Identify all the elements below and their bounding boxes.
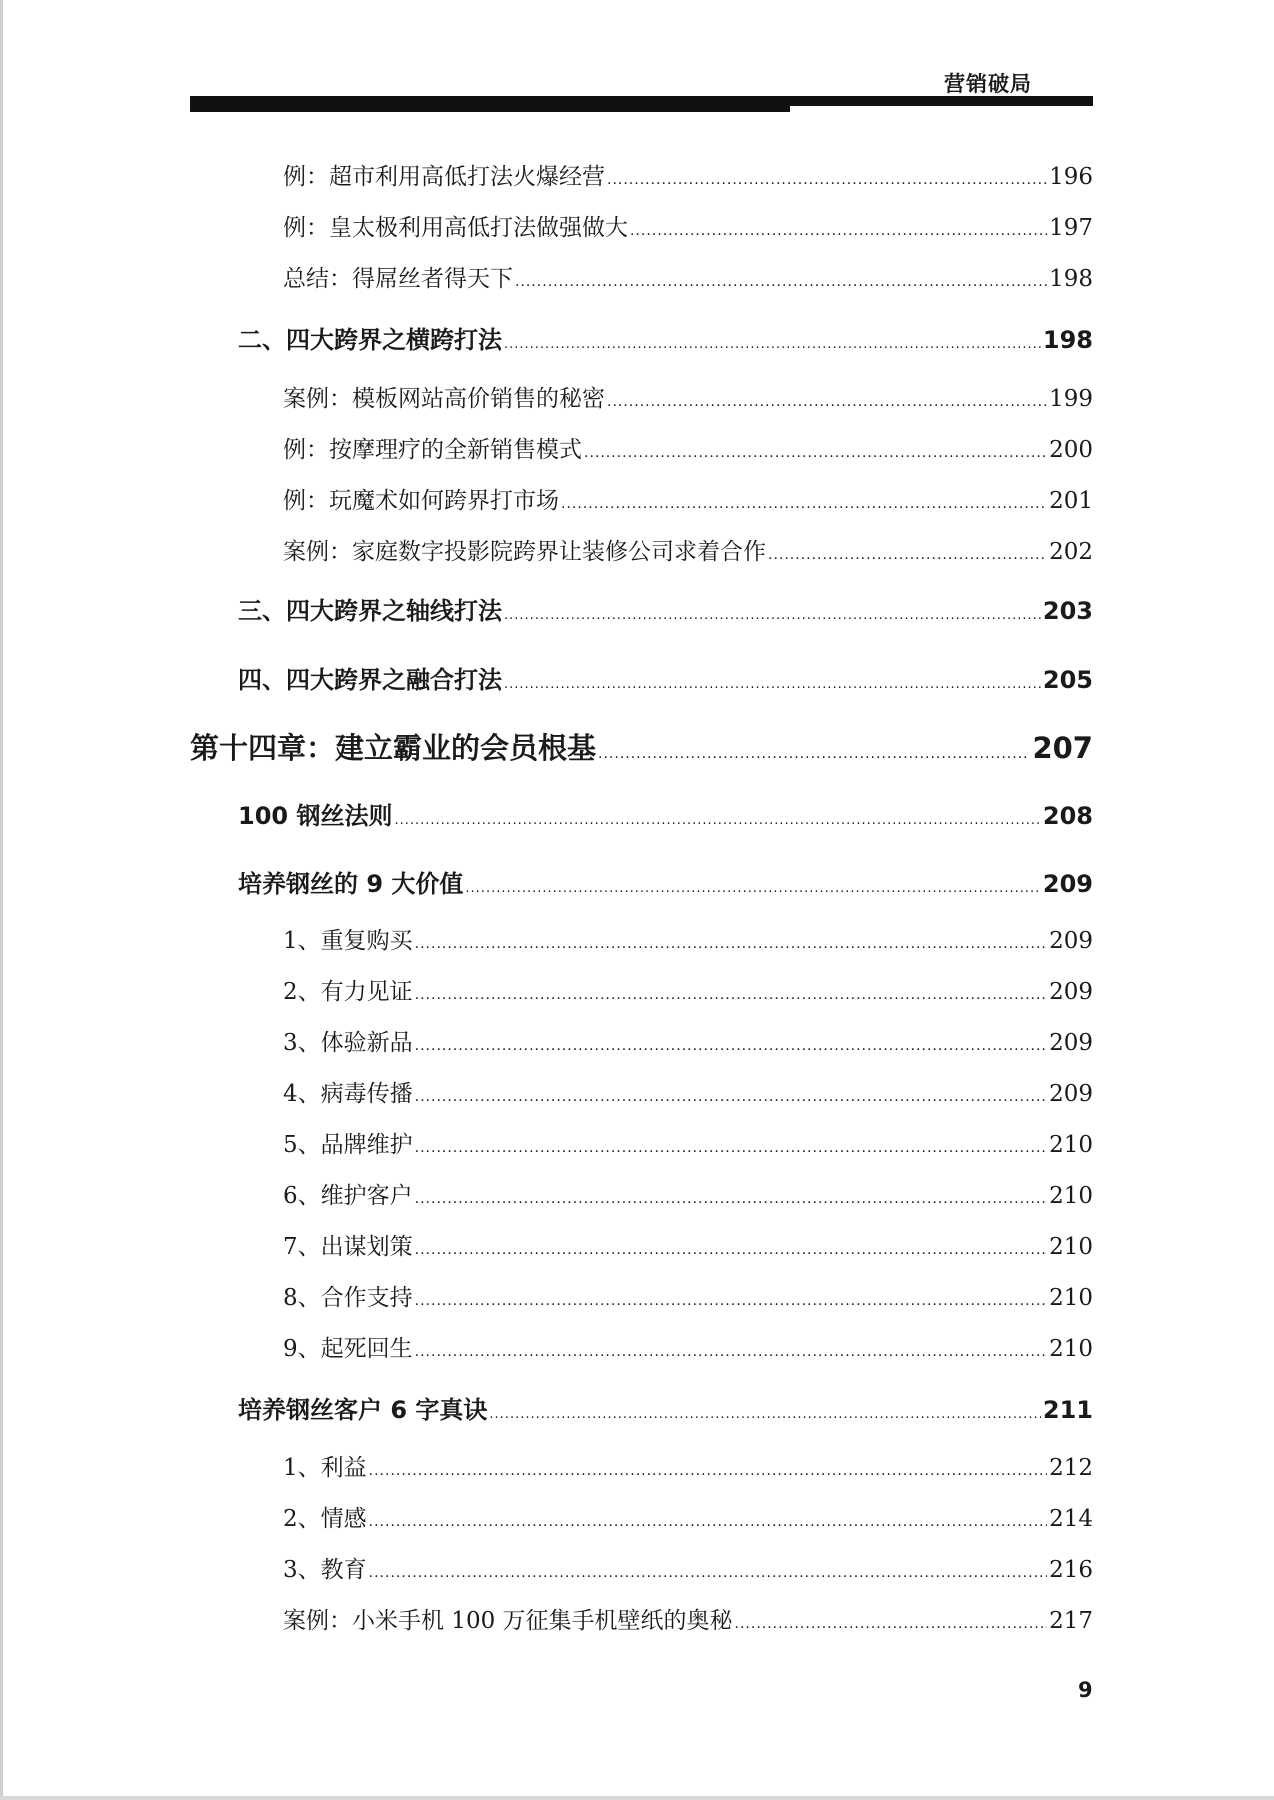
toc-entry-title: 例：超市利用高低打法火爆经营 xyxy=(283,164,605,190)
toc-entry xyxy=(283,482,1093,515)
toc-entry-page: 214 xyxy=(1049,1506,1093,1532)
toc-leader-dots xyxy=(735,1616,1048,1632)
toc-leader-dots xyxy=(584,445,1047,461)
toc-leader-dots xyxy=(598,746,1030,762)
toc-entry-page: 201 xyxy=(1049,488,1093,514)
toc-entry xyxy=(283,1551,1093,1584)
toc-entry-page: 197 xyxy=(1049,215,1093,241)
toc-entry-title: 7、出谋划策 xyxy=(283,1234,413,1260)
toc-leader-dots xyxy=(504,337,1041,352)
toc-entry xyxy=(283,1279,1093,1312)
toc-leader-dots xyxy=(768,547,1047,563)
toc-entry-title: 4、病毒传播 xyxy=(283,1081,413,1107)
toc-entry xyxy=(283,973,1093,1006)
toc-entry xyxy=(283,1177,1093,1210)
toc-entry-title: 四、四大跨界之融合打法 xyxy=(238,666,502,694)
toc-entry-title: 8、合作支持 xyxy=(283,1285,413,1311)
toc-entry-page: 212 xyxy=(1049,1455,1093,1481)
toc-leader-dots xyxy=(630,223,1047,239)
toc-entry-page: 203 xyxy=(1042,597,1093,625)
toc-entry-page: 209 xyxy=(1049,979,1093,1005)
toc-entry-title: 5、品牌维护 xyxy=(283,1132,413,1158)
toc-entry-page: 209 xyxy=(1042,870,1093,898)
toc-entry-page: 205 xyxy=(1042,666,1093,694)
toc-entry-title: 案例：小米手机 100 万征集手机壁纸的奥秘 xyxy=(283,1608,733,1634)
toc-section-entry xyxy=(238,320,1093,355)
toc-entry-title: 例：皇太极利用高低打法做强做大 xyxy=(283,215,628,241)
toc-leader-dots xyxy=(415,1191,1047,1207)
toc-leader-dots xyxy=(415,1293,1047,1309)
toc-entry-title: 二、四大跨界之横跨打法 xyxy=(238,326,502,354)
toc-entry-page: 216 xyxy=(1049,1557,1093,1583)
toc-leader-dots xyxy=(504,677,1041,692)
toc-leader-dots xyxy=(415,936,1047,952)
toc-entry-title: 100 钢丝法则 xyxy=(238,802,393,830)
toc-section-entry xyxy=(238,1390,1093,1425)
toc-entry-page: 200 xyxy=(1049,437,1093,463)
toc-entry-page: 196 xyxy=(1049,164,1093,190)
toc-leader-dots xyxy=(465,881,1040,896)
toc-entry-title: 案例：模板网站高价销售的秘密 xyxy=(283,386,605,412)
toc-entry-title: 三、四大跨界之轴线打法 xyxy=(238,597,502,625)
toc-entry-page: 210 xyxy=(1049,1234,1093,1260)
toc-leader-dots xyxy=(515,274,1047,290)
toc-entry xyxy=(283,1228,1093,1261)
toc-entry-title: 例：玩魔术如何跨界打市场 xyxy=(283,488,559,514)
toc-leader-dots xyxy=(394,813,1040,828)
toc-leader-dots xyxy=(489,1407,1040,1422)
toc-entry-title: 培养钢丝客户 6 字真诀 xyxy=(238,1396,488,1424)
toc-entry xyxy=(283,158,1093,191)
toc-leader-dots xyxy=(607,394,1047,410)
toc-section-entry xyxy=(238,660,1093,695)
toc-leader-dots xyxy=(607,172,1047,188)
toc-entry-page: 210 xyxy=(1049,1183,1093,1209)
toc-entry-title: 2、情感 xyxy=(283,1506,367,1532)
toc-entry xyxy=(283,1602,1093,1635)
toc-entry xyxy=(283,209,1093,242)
toc-entry xyxy=(283,922,1093,955)
toc-leader-dots xyxy=(415,1089,1047,1105)
toc-leader-dots xyxy=(415,1344,1047,1360)
toc-entry-title: 总结：得屌丝者得天下 xyxy=(283,266,513,292)
toc-entry xyxy=(283,1075,1093,1108)
toc-entry-page: 209 xyxy=(1049,928,1093,954)
toc-entry-page: 209 xyxy=(1049,1030,1093,1056)
toc-entry-title: 2、有力见证 xyxy=(283,979,413,1005)
toc-section-entry xyxy=(238,796,1093,831)
toc-leader-dots xyxy=(504,608,1041,623)
toc-entry-page: 202 xyxy=(1049,539,1093,565)
toc-leader-dots xyxy=(415,987,1047,1003)
toc-entry-page: 198 xyxy=(1042,326,1093,354)
toc-entry-title: 6、维护客户 xyxy=(283,1183,413,1209)
toc-entry-page: 210 xyxy=(1049,1336,1093,1362)
toc-entry xyxy=(283,1500,1093,1533)
toc-leader-dots xyxy=(415,1140,1047,1156)
toc-entry-page: 210 xyxy=(1049,1132,1093,1158)
toc-leader-dots xyxy=(415,1242,1047,1258)
page-number: 9 xyxy=(1078,1678,1093,1702)
toc-section-entry xyxy=(238,591,1093,626)
toc-leader-dots xyxy=(369,1565,1047,1581)
toc-entry-title: 3、体验新品 xyxy=(283,1030,413,1056)
toc-entry xyxy=(283,1126,1093,1159)
toc-entry-title: 9、起死回生 xyxy=(283,1336,413,1362)
toc-entry xyxy=(283,1024,1093,1057)
toc-entry-page: 211 xyxy=(1042,1396,1093,1424)
toc-entry-page: 199 xyxy=(1049,386,1093,412)
toc-entry-title: 1、利益 xyxy=(283,1455,367,1481)
toc-entry xyxy=(283,533,1093,566)
toc-leader-dots xyxy=(369,1514,1047,1530)
toc-entry-page: 209 xyxy=(1049,1081,1093,1107)
toc-entry xyxy=(283,431,1093,464)
toc-entry-title: 培养钢丝的 9 大价值 xyxy=(238,870,464,898)
toc-entry-title: 例：按摩理疗的全新销售模式 xyxy=(283,437,582,463)
toc-entry-page: 208 xyxy=(1042,802,1093,830)
toc-entry-title: 3、教育 xyxy=(283,1557,367,1583)
toc-entry xyxy=(283,260,1093,293)
toc-chapter-entry xyxy=(190,726,1093,767)
toc-leader-dots xyxy=(415,1038,1047,1054)
toc-entry-title: 第十四章：建立霸业的会员根基 xyxy=(190,731,597,765)
toc-entry-page: 198 xyxy=(1049,266,1093,292)
toc-entry xyxy=(283,1449,1093,1482)
toc-entry-page: 207 xyxy=(1032,731,1093,765)
running-header-title: 营销破局 xyxy=(944,72,1032,96)
toc-entry-title: 1、重复购买 xyxy=(283,928,413,954)
toc-leader-dots xyxy=(561,496,1047,512)
toc-leader-dots xyxy=(369,1463,1047,1479)
toc-entry-page: 217 xyxy=(1049,1608,1093,1634)
toc-section-entry xyxy=(238,864,1093,899)
toc-entry-title: 案例：家庭数字投影院跨界让装修公司求着合作 xyxy=(283,539,766,565)
toc-entry xyxy=(283,1330,1093,1363)
toc-entry xyxy=(283,380,1093,413)
toc-entry-page: 210 xyxy=(1049,1285,1093,1311)
